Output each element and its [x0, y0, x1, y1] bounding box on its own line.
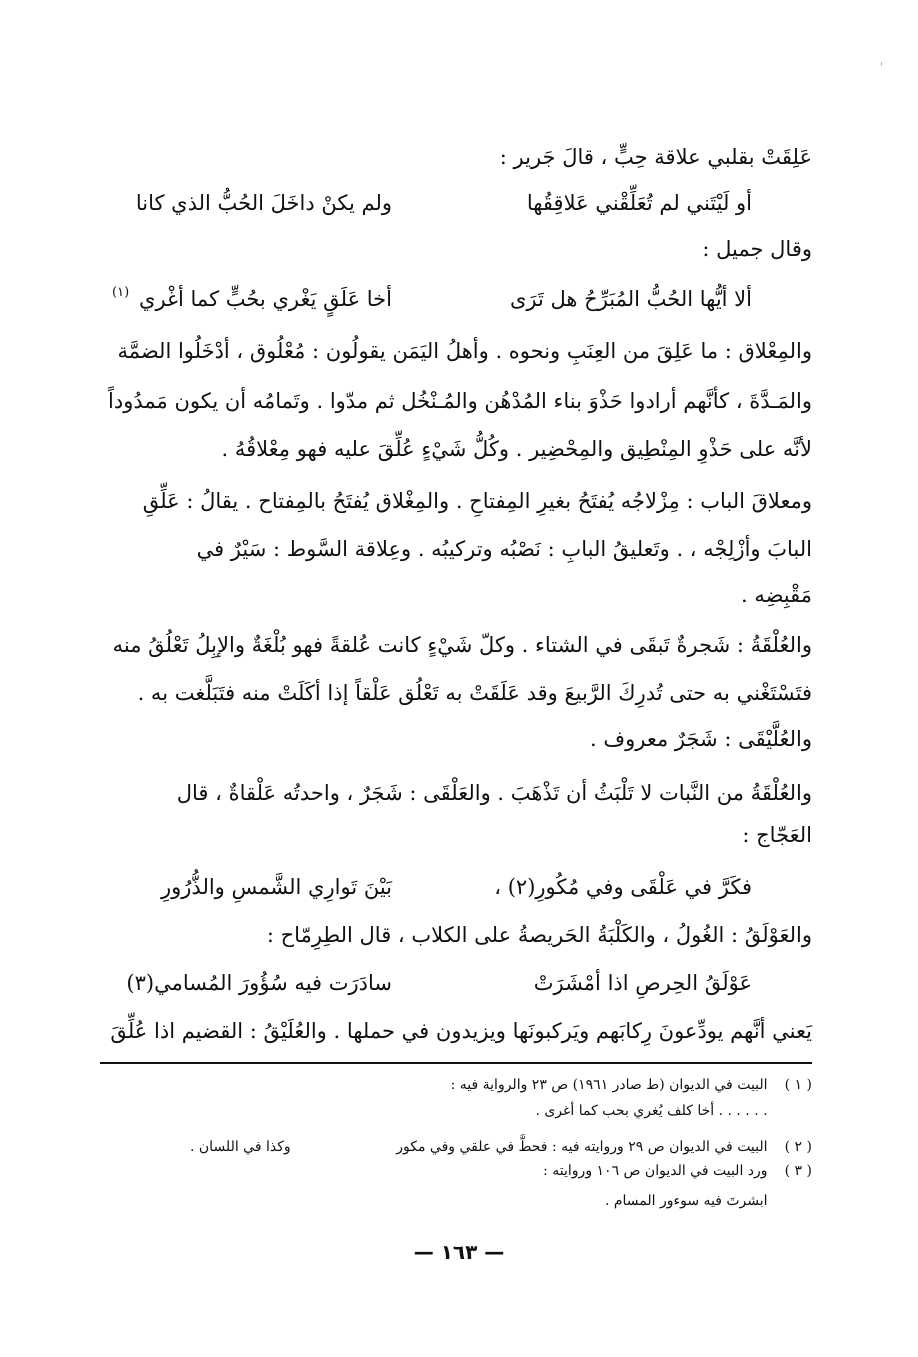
verse-line	[100, 282, 812, 316]
footnote-marker: (١)	[112, 285, 130, 300]
footnote-text: البيت في الديوان (ط صادر ١٩٦١) ص ٢٣ والرواية فيه :	[450, 1077, 768, 1093]
verse-hemistich-first: أو لَيْتَني لم تُعَلِّقْني عَلاقِقُها	[526, 191, 752, 215]
text-line: وقال جميل :	[702, 237, 812, 261]
footnote	[150, 1190, 812, 1212]
text-line: مَقْبِضِه .	[740, 583, 812, 607]
verse-line	[100, 186, 812, 220]
text-line: عَلِقَتْ بقلبي علاقة حِبٍّ ، قالَ جَرير :	[499, 145, 812, 169]
text-line: لأنَّه على حَذْوِ المِنْطِيق والمِحْضِير . وكُلُّ شَيْءٍ عُلِّقَ عليه فهو مِعْلاقُهُ .	[221, 437, 812, 461]
text-line: والعُلْقَةُ : شَجرةٌ تَبقَى في الشتاء . وكلّ شَيْءٍ كانت عُلقةً فهو بُلْغَةٌ والإبِلُ تَعْلُقُ منه	[112, 633, 812, 657]
text-line: والعُلَّيْقَى : شَجَرٌ معروف .	[590, 727, 812, 751]
verse-hemistich-second: أخا عَلَقٍ يَغْري بحُبٍّ كما أغْري	[139, 287, 392, 311]
text-line: ومعلاقَ الباب : مِزْلاجُه يُفتَحُ بغيرِ المِفتاحِ . والمِغْلاق يُفتَحُ بالمِفتاح . يقالُ : عَلِّقِ	[142, 489, 812, 513]
text-line: العَجّاج :	[742, 823, 812, 847]
verse-hemistich-second: بَيْنَ تَوارِي الشَّمسِ والذُّرُورِ	[161, 875, 392, 899]
text-line: البابَ وأزْلِجْه ، . وتَعليقُ البابِ : نَصْبُه وتركيبُه . وعِلاقة السَّوط : سَيْرٌ في	[196, 537, 812, 561]
footnote-divider	[100, 1062, 812, 1064]
verse-hemistich-second: ولم يكنْ داخَلَ الحُبُّ الذي كانا	[135, 191, 392, 215]
verse-hemistich-first: ألا أيُّها الحُبُّ المُبَرِّحُ هل تَرَى	[509, 287, 752, 311]
footnote	[150, 1136, 812, 1158]
scan-mark: '	[880, 62, 883, 73]
footnote-text: ابشرتَ فيه سوءور المسام .	[604, 1193, 768, 1209]
text-line: والمِعْلاق : ما عَلِقَ من العِنَبِ ونحوه . وأهلُ اليَمَن يقولُون : مُعْلُوق ، أدْخَلُوا الضمَّة	[117, 339, 812, 363]
verse-line	[100, 966, 812, 1000]
page-number: — ١٦٣ —	[413, 1240, 505, 1264]
footnote	[150, 1100, 812, 1122]
text-line: فتَسْتَغْني به حتى تُدرِكَ الرَّبيعَ وقد عَلَقَتْ به تَعْلُق عَلْقاً إذا أكَلَتْ منه فتَبَلَّغت به .	[137, 681, 812, 705]
text-line: والمَـدَّةَ ، كأنَّهم أرادوا حَذْوَ بناء المُدْهُن والمُـنْخُل ثم مدّوا . وتَمامُه أن يكون مَمدُوداً	[108, 389, 812, 413]
footnote	[150, 1160, 812, 1182]
footnote	[150, 1074, 812, 1096]
text-line: والعَوْلَقُ : الغُولُ ، والكَلْبَةُ الحَريصةُ على الكلاب ، قال الطِرِمّاح :	[266, 923, 812, 947]
footnote-text: . . . . . . أخا كلف يُغري بحب كما أغرى .	[535, 1103, 768, 1119]
footnote-text: ورد البيت في الديوان ص ١٠٦ وروايته :	[543, 1163, 768, 1179]
verse-hemistich-second: سادَرَت فيه سُؤُورَ المُسامي(٣)	[126, 971, 392, 995]
verse-hemistich-first: فكَرَّ في عَلْقَى وفي مُكُورِ(٢) ،	[494, 875, 752, 899]
footnote-extra: وكذا في اللسان .	[190, 1139, 291, 1155]
footnote-number: ( ٣ )	[784, 1163, 812, 1179]
footnote-text: البيت في الديوان ص ٢٩ وروايته فيه : فحطَّ في علقي وفي مكور	[396, 1139, 768, 1155]
footnote-number: ( ١ )	[784, 1077, 812, 1093]
footnote-number: ( ٢ )	[784, 1139, 812, 1155]
text-line: والعُلْقَةُ من النَّبات لا تَلْبَثُ أن تَذْهَبَ . والعَلْقَى : شَجَرٌ ، واحدتُه عَلْقاةٌ ، قال	[176, 781, 812, 805]
verse-hemistich-first: عَوْلَقُ الحِرصِ اذا أمْشَرَتْ	[533, 971, 752, 995]
text-line: يَعني أنَّهم يودِّعونَ رِكابَهم ويَركبونَها ويزيدون في حملها . والعُلَيْقُ : القضيم اذا عُلِّقَ	[110, 1019, 812, 1043]
verse-line	[100, 870, 812, 904]
